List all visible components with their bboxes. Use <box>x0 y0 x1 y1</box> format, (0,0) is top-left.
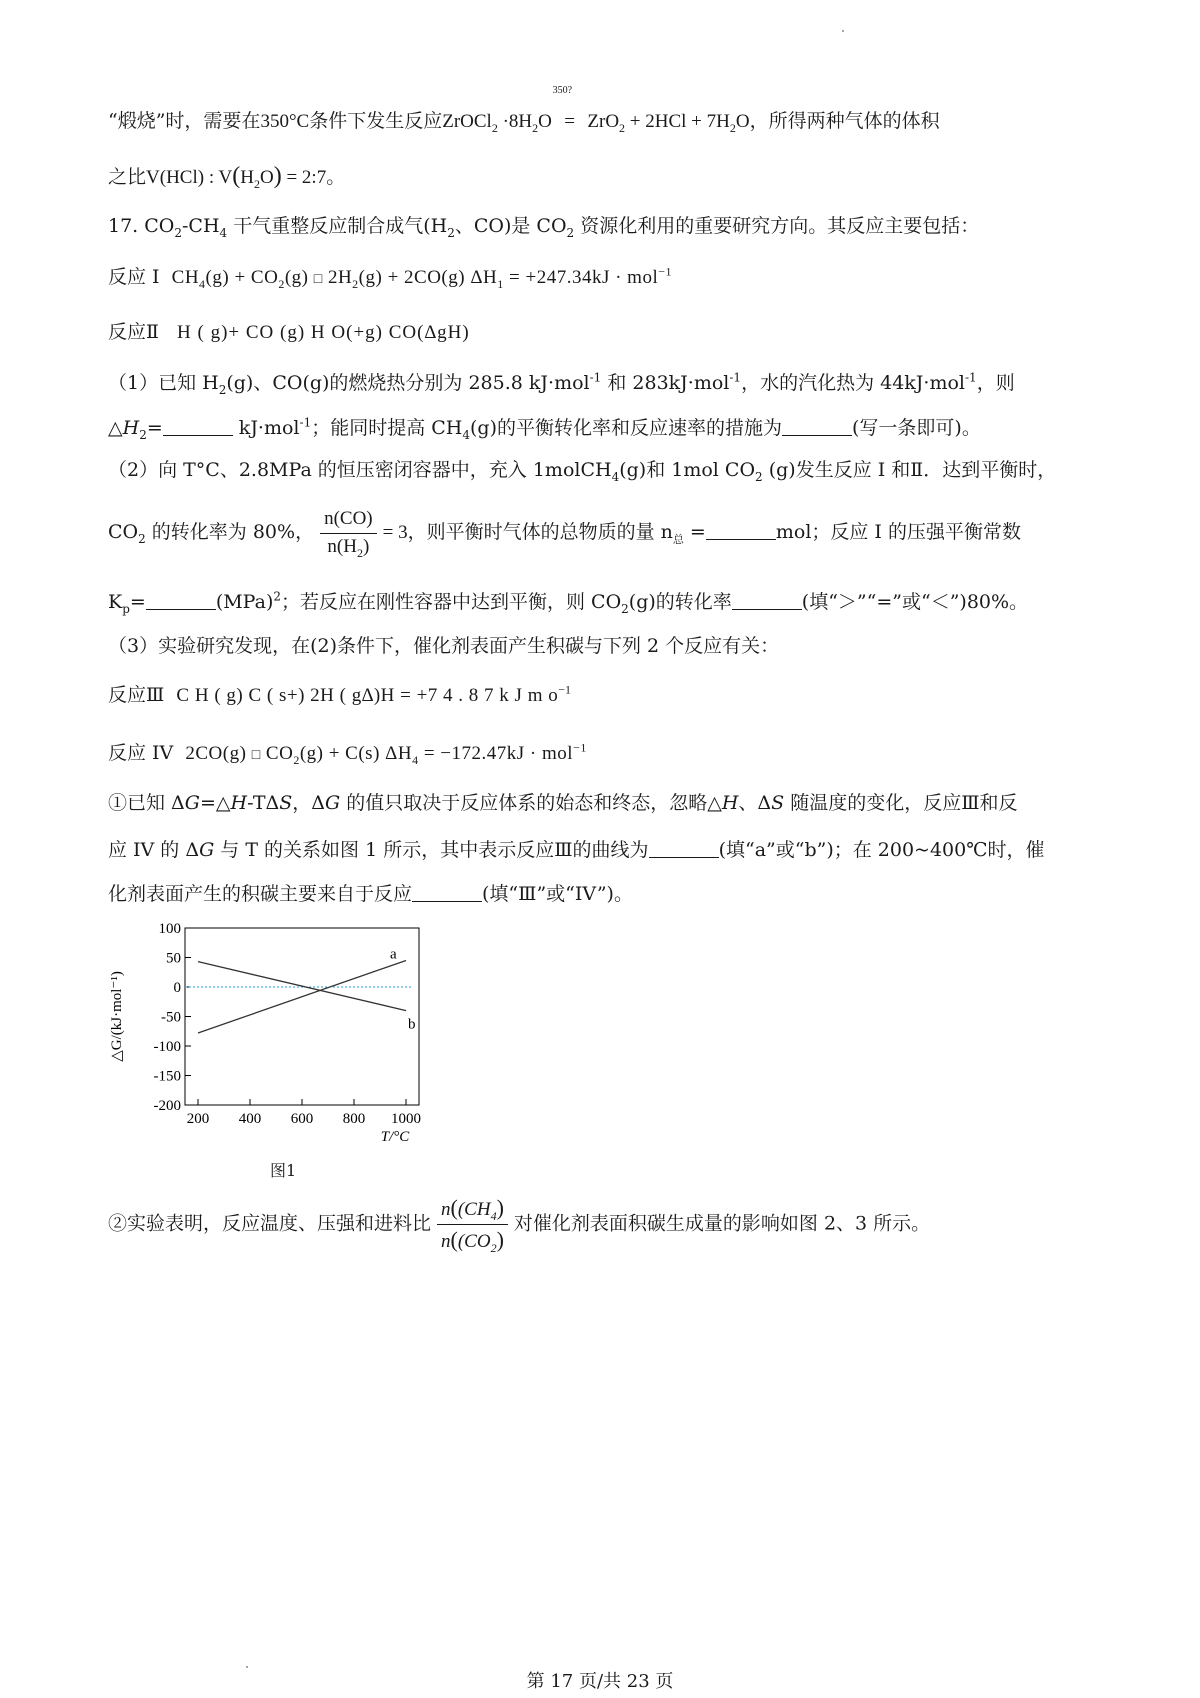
x-axis-label: T/°C <box>380 1129 410 1145</box>
series-label-b: b <box>408 1016 416 1033</box>
reaction-4: 反应 IV 2CO(g) □ $CO_2(g) + C(s) \Delta H_4 = -172.47kJ \cdot mol^{-1}$ <box>108 740 587 767</box>
y-tick-label: -50 <box>161 1009 181 1026</box>
ratio-fraction: $\frac{n(CO)}{n(H_2)}$ <box>320 506 377 560</box>
x-tick-label: 800 <box>342 1111 366 1127</box>
part-3-q1-line-2: 应 IV 的 ΔG 与 T 的关系如图 1 所示，其中表示反应Ⅲ的曲线为 (填“a”或“b”)；在 200~400℃时，催 <box>108 839 1045 861</box>
plot-frame <box>185 928 419 1105</box>
feed-ratio-fraction: $\frac{n((CH_4)}{n((CO_2)}$ <box>437 1193 508 1256</box>
part-2-line-1: （2）向 T°C、2.8MPa 的恒压密闭容器中，充入 1molCH$_4$(g)和 1mol $CO_2$ (g)发生反应 I 和Ⅱ．达到平衡时， <box>108 459 1057 484</box>
part-3-q1-line-1: ①已知 ΔG=△H-TΔS，ΔG 的值只取决于反应体系的始态和终态，忽略△H、ΔS 随温度的变化，反应Ⅲ和反 <box>108 792 1018 814</box>
answer-blank-ntotal[interactable] <box>706 521 776 540</box>
reaction-3: 反应Ⅲ C H ( g) C ( s+) 2H ( g∆)H = +7 4 . 8 7 k J m $o^{-1}$ <box>108 682 572 706</box>
y-tick-label: 100 <box>158 921 181 937</box>
x-tick-label: 400 <box>238 1111 262 1127</box>
part-3-q1-line-3: 化剂表面产生的积碳主要来自于反应 (填“Ⅲ”或“IV”)。 <box>108 883 633 905</box>
series-label-a: a <box>390 946 397 963</box>
question-17-intro: 17. $CO_2-CH_4$ 干气重整反应制合成气($H_2$、CO)是 $CO_2$ 资源化利用的重要研究方向。其反应主要包括： <box>108 215 980 240</box>
x-tick-label: 600 <box>290 1111 314 1127</box>
line-volume-ratio: 之比V(HCl) : $V(H_2O)$ = 2:7。 <box>108 163 346 191</box>
x-tick-label: 200 <box>186 1111 210 1127</box>
part-3-intro: （3）实验研究发现，在(2)条件下，催化剂表面产生积碳与下列 2 个反应有关： <box>108 635 780 657</box>
answer-blank-conversion[interactable] <box>732 591 802 610</box>
part-1-line-1: （1）已知 $H_2(g)$、CO(g)的燃烧热分别为 285.8 kJ·mol$^{-1}$ 和 283kJ·mol$^{-1}$，水的汽化热为 44kJ·mol$^{-1}$，则 <box>108 370 1015 397</box>
part-2-line-3: $K_p= (MPa)^2$；若反应在刚性容器中达到平衡，则 $CO_2(g)$的转化率 (填“＞”“=”或“＜”)80%。 <box>108 589 1029 616</box>
y-tick-label: -200 <box>153 1098 181 1114</box>
x-tick-label: 1000 <box>391 1111 421 1127</box>
figure-1-chart <box>105 918 445 1178</box>
part-1-line-2: $\triangle H_2= kJ\cdot mol^{-1}$；能同时提高 $CH_4(g)$的平衡转化率和反应速率的措施为 (写一条即可)。 <box>108 415 981 442</box>
answer-blank-dh2[interactable] <box>163 417 233 436</box>
figure-1-caption: 图1 <box>270 1161 297 1180</box>
line-calcination: “煅烧”时，需要在350°C条件下发生反应ZrOCl$_2$ $\cdot 8H_2O$ 350? = $ZrO_2 + 2HCl + 7H_2O$，所得两种气体的体积 <box>108 85 940 135</box>
answer-blank-kp[interactable] <box>146 591 216 610</box>
scan-speck <box>842 30 844 32</box>
series-line-a <box>198 960 406 1033</box>
part-2-line-2: $CO_2$ 的转化率为 80%， $\frac{n(CO)}{n(H_2)}$ = 3，则平衡时气体的总物质的量 $n_总$ = mol；反应 I 的压强平衡常数 <box>108 508 1021 560</box>
equilibrium-arrow-icon: □ <box>251 748 261 763</box>
equilibrium-arrow-icon: □ <box>313 272 323 287</box>
y-tick-label: -150 <box>153 1068 181 1085</box>
reaction-2: 反应Ⅱ H ( g)+ CO (g) H O(+g) CO(∆gH) <box>108 321 470 343</box>
answer-blank-curve[interactable] <box>649 839 719 858</box>
reaction-zrocl2: ZrOCl$_2$ $\cdot 8H_2O$ 350? = $ZrO_2 + 2HCl + 7H_2O$ <box>442 85 750 135</box>
answer-blank-measure[interactable] <box>782 417 852 436</box>
reaction-1: 反应 I $CH_4(g) + CO_2(g)$ □ $2H_2(g) + 2CO(g) \Delta H_1 = +247.34kJ \cdot mol^{-1}$ <box>108 264 673 291</box>
y-tick-label: 0 <box>173 980 181 996</box>
answer-blank-reaction[interactable] <box>412 883 482 902</box>
page-footer: 第 17 页/共 23 页 <box>526 1671 674 1692</box>
y-tick-label: 50 <box>166 950 181 967</box>
y-tick-label: -100 <box>153 1039 181 1055</box>
series-line-b <box>198 962 406 1011</box>
y-axis-label: △G/(kJ·mol⁻¹) <box>109 971 125 1062</box>
part-3-q2-line: ②实验表明，反应温度、压强和进料比 $\frac{n((CH_4)}{n((CO_2)}$ 对催化剂表面积碳生成量的影响如图 2、3 所示。 <box>108 1195 931 1255</box>
